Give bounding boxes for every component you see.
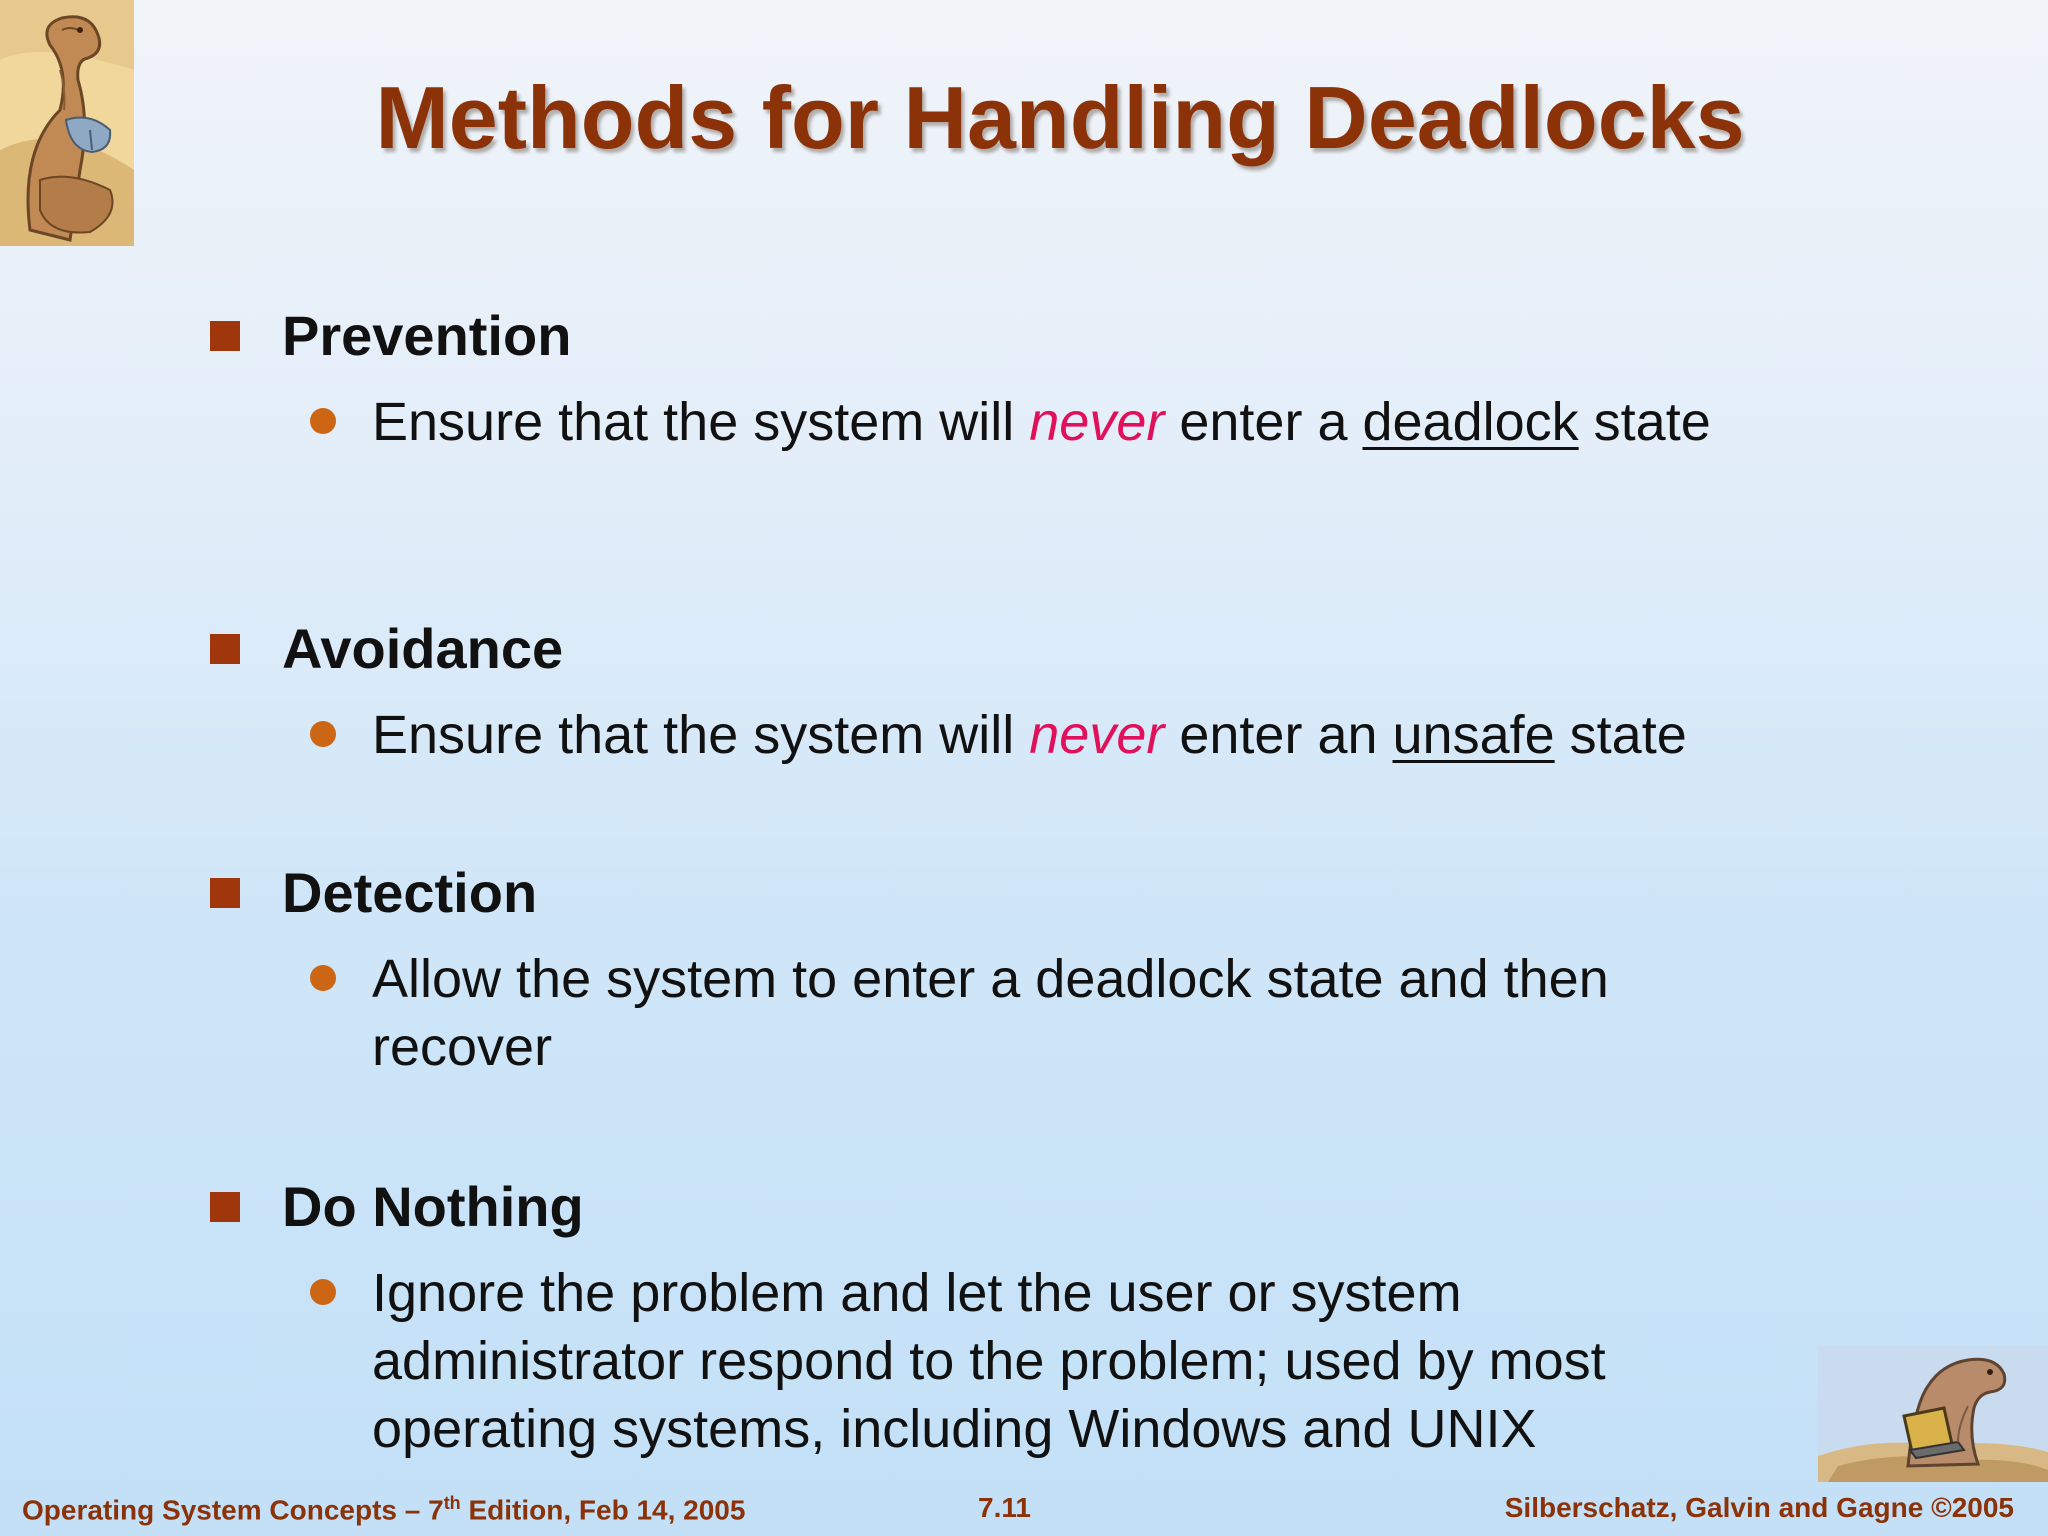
body-text: Ignore the problem and let the user or system administrator respond to the problem; used by most operating systems, including Windows and UNIX: [372, 1263, 1606, 1459]
section-prevention: [210, 306, 1710, 456]
square-bullet-icon: [210, 634, 240, 664]
footer-page-number: 7.11: [978, 1492, 1031, 1523]
square-bullet-icon: [210, 878, 240, 908]
footer-text: Edition, Feb 14, 2005: [460, 1494, 746, 1526]
dinosaur-laptop-icon: [1818, 1346, 2048, 1482]
dot-bullet-icon: [310, 1279, 336, 1305]
body-text: enter an: [1164, 705, 1393, 765]
footer-book-title: [22, 1494, 745, 1524]
square-bullet-icon: [210, 321, 240, 351]
underlined-text: unsafe: [1392, 705, 1555, 765]
section-detection: [210, 863, 1710, 1081]
body-text: Ensure that the system will: [372, 705, 1030, 765]
emphasis-text: never: [1029, 392, 1165, 452]
footer-superscript: th: [443, 1493, 461, 1513]
section-avoidance: [210, 619, 1710, 769]
body-text: state: [1554, 705, 1687, 765]
section-body: [310, 388, 1712, 456]
section-heading: Do Nothing: [282, 1175, 584, 1238]
section-heading: Prevention: [282, 304, 572, 367]
section-heading: Avoidance: [282, 617, 564, 680]
body-text: Allow the system to enter a deadlock state and then recover: [372, 949, 1609, 1077]
footer-copyright: Silberschatz, Galvin and Gagne ©2005: [1504, 1492, 2014, 1523]
section-body: [310, 701, 1712, 769]
dinosaur-reading-icon: [0, 0, 134, 246]
section-heading: Detection: [282, 861, 538, 924]
dot-bullet-icon: [310, 408, 336, 434]
section-heading-row: [210, 619, 1710, 679]
body-text: enter a: [1164, 392, 1363, 452]
section-heading-row: [210, 863, 1710, 923]
section-do-nothing: [210, 1177, 1710, 1463]
underlined-text: deadlock: [1362, 392, 1579, 452]
square-bullet-icon: [210, 1192, 240, 1222]
dot-bullet-icon: [310, 965, 336, 991]
section-heading-row: [210, 306, 1710, 366]
footer-text: Operating System Concepts – 7: [22, 1494, 444, 1526]
dot-bullet-icon: [310, 721, 336, 747]
section-heading-row: [210, 1177, 1710, 1237]
body-text: Ensure that the system will: [372, 392, 1030, 452]
emphasis-text: never: [1029, 705, 1165, 765]
section-body: [310, 1259, 1712, 1463]
slide-title: Methods for Handling Deadlocks: [375, 68, 1745, 167]
section-body: [310, 945, 1712, 1081]
body-text: state: [1578, 392, 1711, 452]
